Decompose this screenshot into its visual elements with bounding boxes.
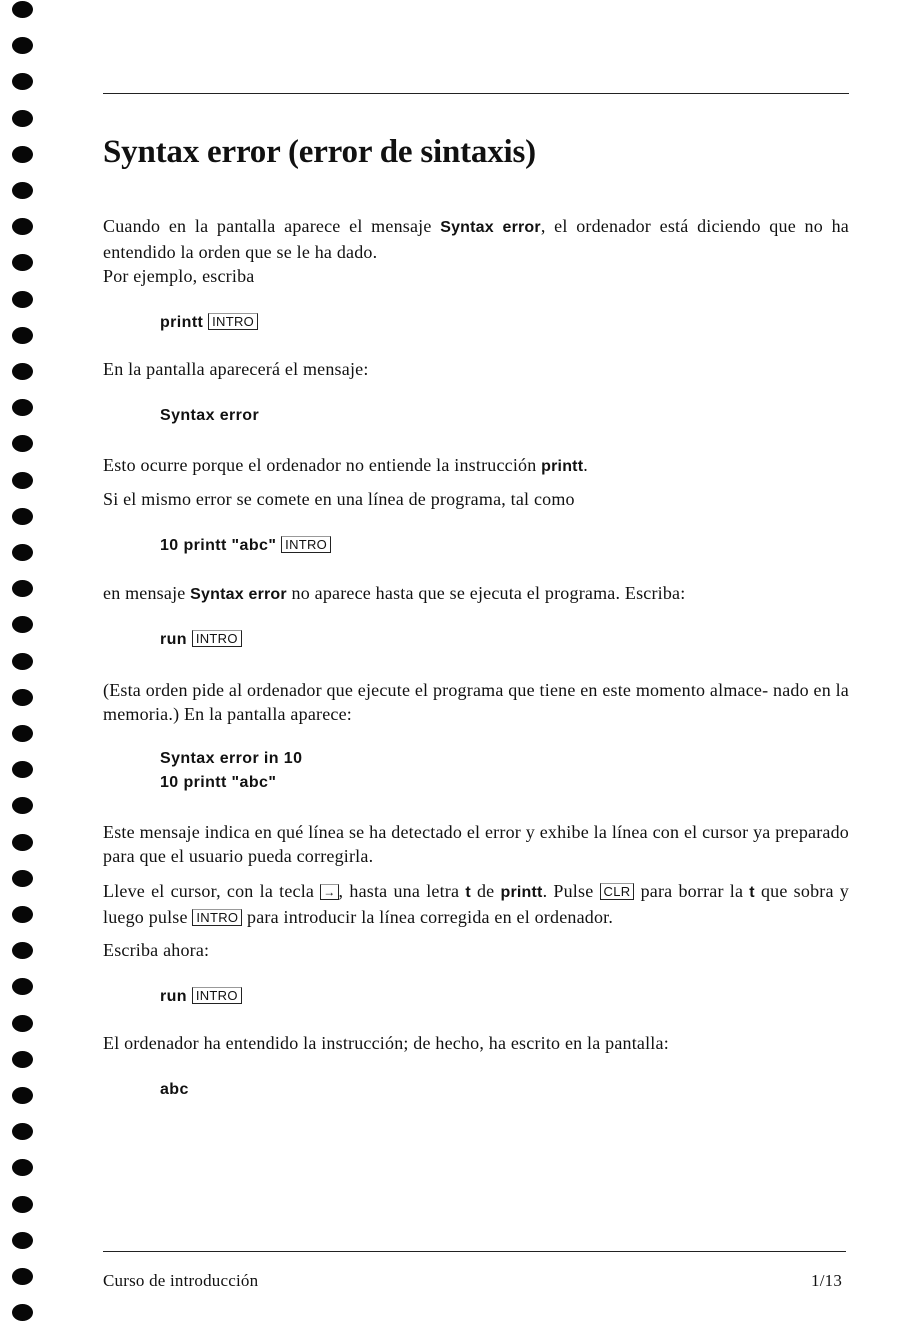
footer-page-number: 1/13: [811, 1271, 843, 1290]
binder-hole: [12, 580, 33, 597]
binder-hole: [12, 761, 33, 778]
binder-hole: [12, 435, 33, 452]
footer-course-title: Curso de introducción: [103, 1271, 259, 1290]
paragraph-correction: Lleve el cursor, con la tecla → , hasta una letra t de printt. Pulse CLR para borrar la t que sobra y luego pulse INTRO para introducir la línea corregida en el ordenador.: [103, 881, 849, 927]
binder-hole: [12, 146, 33, 163]
binder-hole: [12, 291, 33, 308]
paragraph-program-line: Si el mismo error se comete en una línea de programa, tal como: [103, 489, 575, 509]
binder-hole: [12, 616, 33, 633]
binder-hole: [12, 363, 33, 380]
binder-hole: [12, 1015, 33, 1032]
code-example-printt: printt INTRO: [160, 311, 258, 335]
binder-hole: [12, 1232, 33, 1249]
intro-key: INTRO: [192, 987, 242, 1004]
binder-hole: [12, 689, 33, 706]
binder-hole: [12, 218, 33, 235]
binder-hole: [12, 73, 33, 90]
code-error-output: Syntax error in 10 10 printt "abc": [160, 750, 303, 791]
paragraph-message: En la pantalla aparecerá el mensaje:: [103, 359, 369, 379]
binder-hole: [12, 834, 33, 851]
binder-hole: [12, 1304, 33, 1321]
binder-hole: [12, 653, 33, 670]
code-syntax-error: Syntax error: [160, 407, 260, 424]
code-example-program: 10 printt "abc" INTRO: [160, 534, 331, 558]
binder-hole: [12, 37, 33, 54]
binder-hole: [12, 399, 33, 416]
binder-hole: [12, 1159, 33, 1176]
header-rule: [103, 93, 849, 94]
binder-hole: [12, 1268, 33, 1285]
paragraph-run-explanation: (Esta orden pide al ordenador que ejecute el programa que tiene en este momento almace- nado en la memoria.) En la pantalla aparece:: [103, 680, 849, 724]
paragraph-error-explanation: Este mensaje indica en qué línea se ha detectado el error y exhibe la línea con el cursor ya preparado para que el usuario pueda corregirla.: [103, 822, 849, 866]
code-run-2: run INTRO: [160, 985, 242, 1009]
binder-hole: [12, 725, 33, 742]
binder-hole: [12, 1087, 33, 1104]
binder-hole: [12, 182, 33, 199]
intro-key: INTRO: [281, 536, 331, 553]
intro-key: INTRO: [192, 630, 242, 647]
binder-hole: [12, 870, 33, 887]
code-run-1: run INTRO: [160, 628, 242, 652]
intro-key: INTRO: [192, 909, 242, 926]
code-output-abc: abc: [160, 1081, 189, 1098]
binder-hole: [12, 544, 33, 561]
binder-hole: [12, 797, 33, 814]
binder-hole: [12, 508, 33, 525]
paragraph-explanation: Esto ocurre porque el ordenador no entiende la instrucción printt.: [103, 455, 588, 475]
binder-hole: [12, 1196, 33, 1213]
paragraph-run-hint: en mensaje Syntax error no aparece hasta que se ejecuta el programa. Escriba:: [103, 583, 686, 603]
binder-hole: [12, 327, 33, 344]
binder-hole: [12, 942, 33, 959]
footer-rule: [103, 1251, 846, 1252]
binder-hole: [12, 1123, 33, 1140]
binder-hole: [12, 978, 33, 995]
paragraph-write-now: Escriba ahora:: [103, 940, 210, 960]
binder-hole: [12, 110, 33, 127]
clr-key: CLR: [600, 883, 635, 900]
page-title: Syntax error (error de sintaxis): [103, 134, 536, 170]
binder-hole: [12, 254, 33, 271]
binder-hole: [12, 1, 33, 18]
intro-key: INTRO: [208, 313, 258, 330]
right-arrow-key-icon: →: [320, 884, 338, 900]
paragraph-result: El ordenador ha entendido la instrucción; de hecho, ha escrito en la pantalla:: [103, 1033, 669, 1053]
binder-holes: [12, 0, 36, 1334]
binder-hole: [12, 906, 33, 923]
binder-hole: [12, 472, 33, 489]
paragraph-intro: Cuando en la pantalla aparece el mensaje Syntax error, el ordenador está diciendo que no ha entendido la orden que se le ha dado. Por ejemplo, escriba: [103, 216, 849, 286]
binder-hole: [12, 1051, 33, 1068]
